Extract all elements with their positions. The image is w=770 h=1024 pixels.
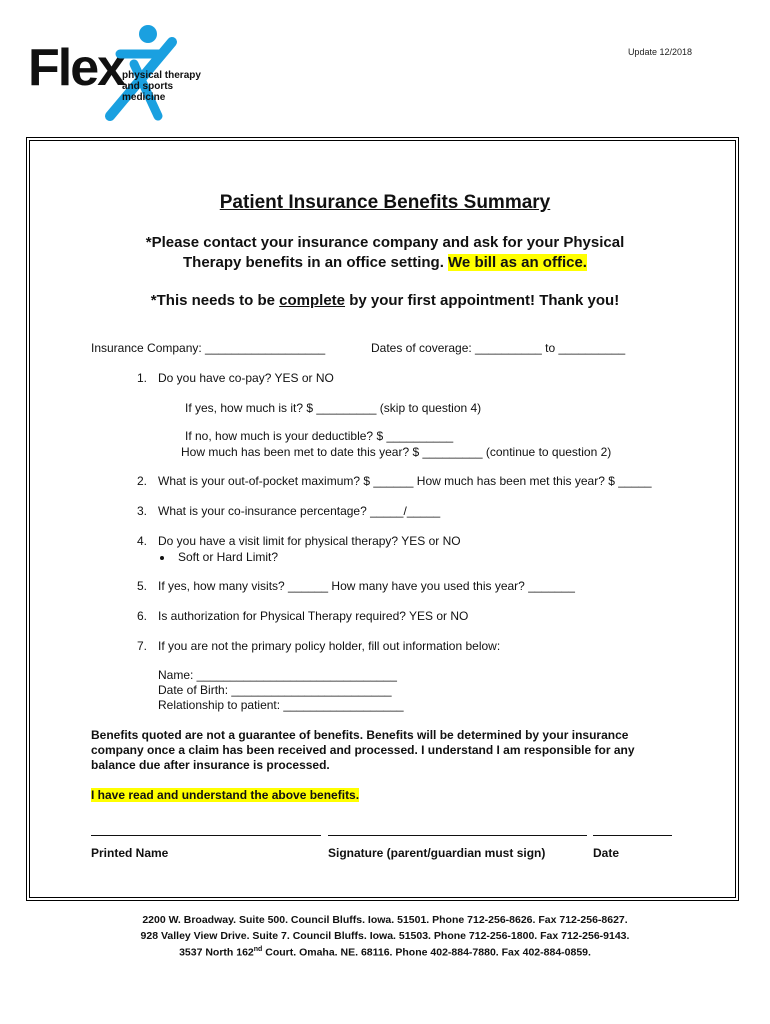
date-label: Date bbox=[593, 846, 620, 860]
q3-text[interactable]: What is your co-insurance percentage? _____/_____ bbox=[158, 504, 441, 518]
update-date: Update 12/2018 bbox=[627, 47, 692, 57]
relationship-field[interactable]: Relationship to patient: __________________ bbox=[158, 698, 404, 712]
intro-line-1: *Please contact your insurance company and ask for your Physical bbox=[145, 234, 625, 251]
insurance-company-field[interactable]: Insurance Company: __________________ bbox=[91, 341, 326, 355]
logo-brand: Flex bbox=[28, 39, 125, 97]
date-of-birth-field[interactable]: Date of Birth: ________________________ bbox=[158, 683, 392, 697]
q5-number: 5. bbox=[137, 579, 148, 593]
printed-name-label: Printed Name bbox=[91, 846, 169, 860]
q1c-text[interactable]: How much has been met to date this year? $ _________ (continue to question 2) bbox=[181, 445, 612, 459]
acknowledge-statement: I have read and understand the above benefits. bbox=[91, 788, 360, 802]
q2-number: 2. bbox=[137, 474, 148, 488]
page-title: Patient Insurance Benefits Summary bbox=[219, 192, 551, 213]
q1b-text[interactable]: If no, how much is your deductible? $ __________ bbox=[185, 429, 454, 443]
q6-text: Is authorization for Physical Therapy required? YES or NO bbox=[158, 609, 469, 623]
q1-number: 1. bbox=[137, 371, 148, 385]
q1-text: Do you have co-pay? YES or NO bbox=[158, 371, 334, 385]
intro-line-3: *This needs to be complete by your first appointment! Thank you! bbox=[150, 292, 620, 309]
dates-of-coverage-field[interactable]: Dates of coverage: __________ to __________ bbox=[371, 341, 626, 355]
q7-number: 7. bbox=[137, 639, 148, 653]
bill-as-office-highlight: We bill as an office. bbox=[448, 254, 587, 271]
q4a-bullet: Soft or Hard Limit? bbox=[160, 550, 278, 564]
q2-text[interactable]: What is your out-of-pocket maximum? $ ______ How much has been met this year? $ _____ bbox=[158, 474, 652, 488]
q4-text: Do you have a visit limit for physical therapy? YES or NO bbox=[158, 534, 461, 548]
printed-name-line[interactable] bbox=[91, 835, 321, 836]
disclaimer: Benefits quoted are not a guarantee of benefits. Benefits will be determined by your insurance company once a claim has been received and processed. I understand I am responsible for any balance due after insurance is processed. bbox=[91, 728, 635, 772]
footer-address-1: 2200 W. Broadway. Suite 500. Council Bluffs. Iowa. 51501. Phone 712-256-8626. Fax 712-256-8627. bbox=[142, 914, 628, 926]
signature-line[interactable] bbox=[328, 835, 587, 836]
q4-number: 4. bbox=[137, 534, 148, 548]
footer-address-3: 3537 North 162nd Court. Omaha. NE. 68116. Phone 402-884-7880. Fax 402-884-0859. bbox=[179, 946, 591, 959]
q6-number: 6. bbox=[137, 609, 148, 623]
q1a-text[interactable]: If yes, how much is it? $ _________ (skip to question 4) bbox=[185, 401, 482, 415]
q3-number: 3. bbox=[137, 504, 148, 518]
intro-line-2: Therapy benefits in an office setting. We bill as an office. bbox=[183, 254, 587, 271]
flex-logo bbox=[28, 24, 218, 124]
footer-address-2: 928 Valley View Drive. Suite 7. Council Bluffs. Iowa. 51503. Phone 712-256-1800. Fax 712-256-9143. bbox=[140, 930, 630, 942]
q7-text: If you are not the primary policy holder, fill out information below: bbox=[158, 639, 501, 653]
date-line[interactable] bbox=[593, 835, 672, 836]
logo-tagline: physical therapy and sports medicine bbox=[122, 70, 201, 103]
signature-label: Signature (parent/guardian must sign) bbox=[328, 846, 546, 860]
q5-text[interactable]: If yes, how many visits? ______ How many have you used this year? _______ bbox=[158, 579, 575, 593]
name-field[interactable]: Name: ______________________________ bbox=[158, 668, 397, 682]
bullet-icon bbox=[160, 556, 164, 560]
